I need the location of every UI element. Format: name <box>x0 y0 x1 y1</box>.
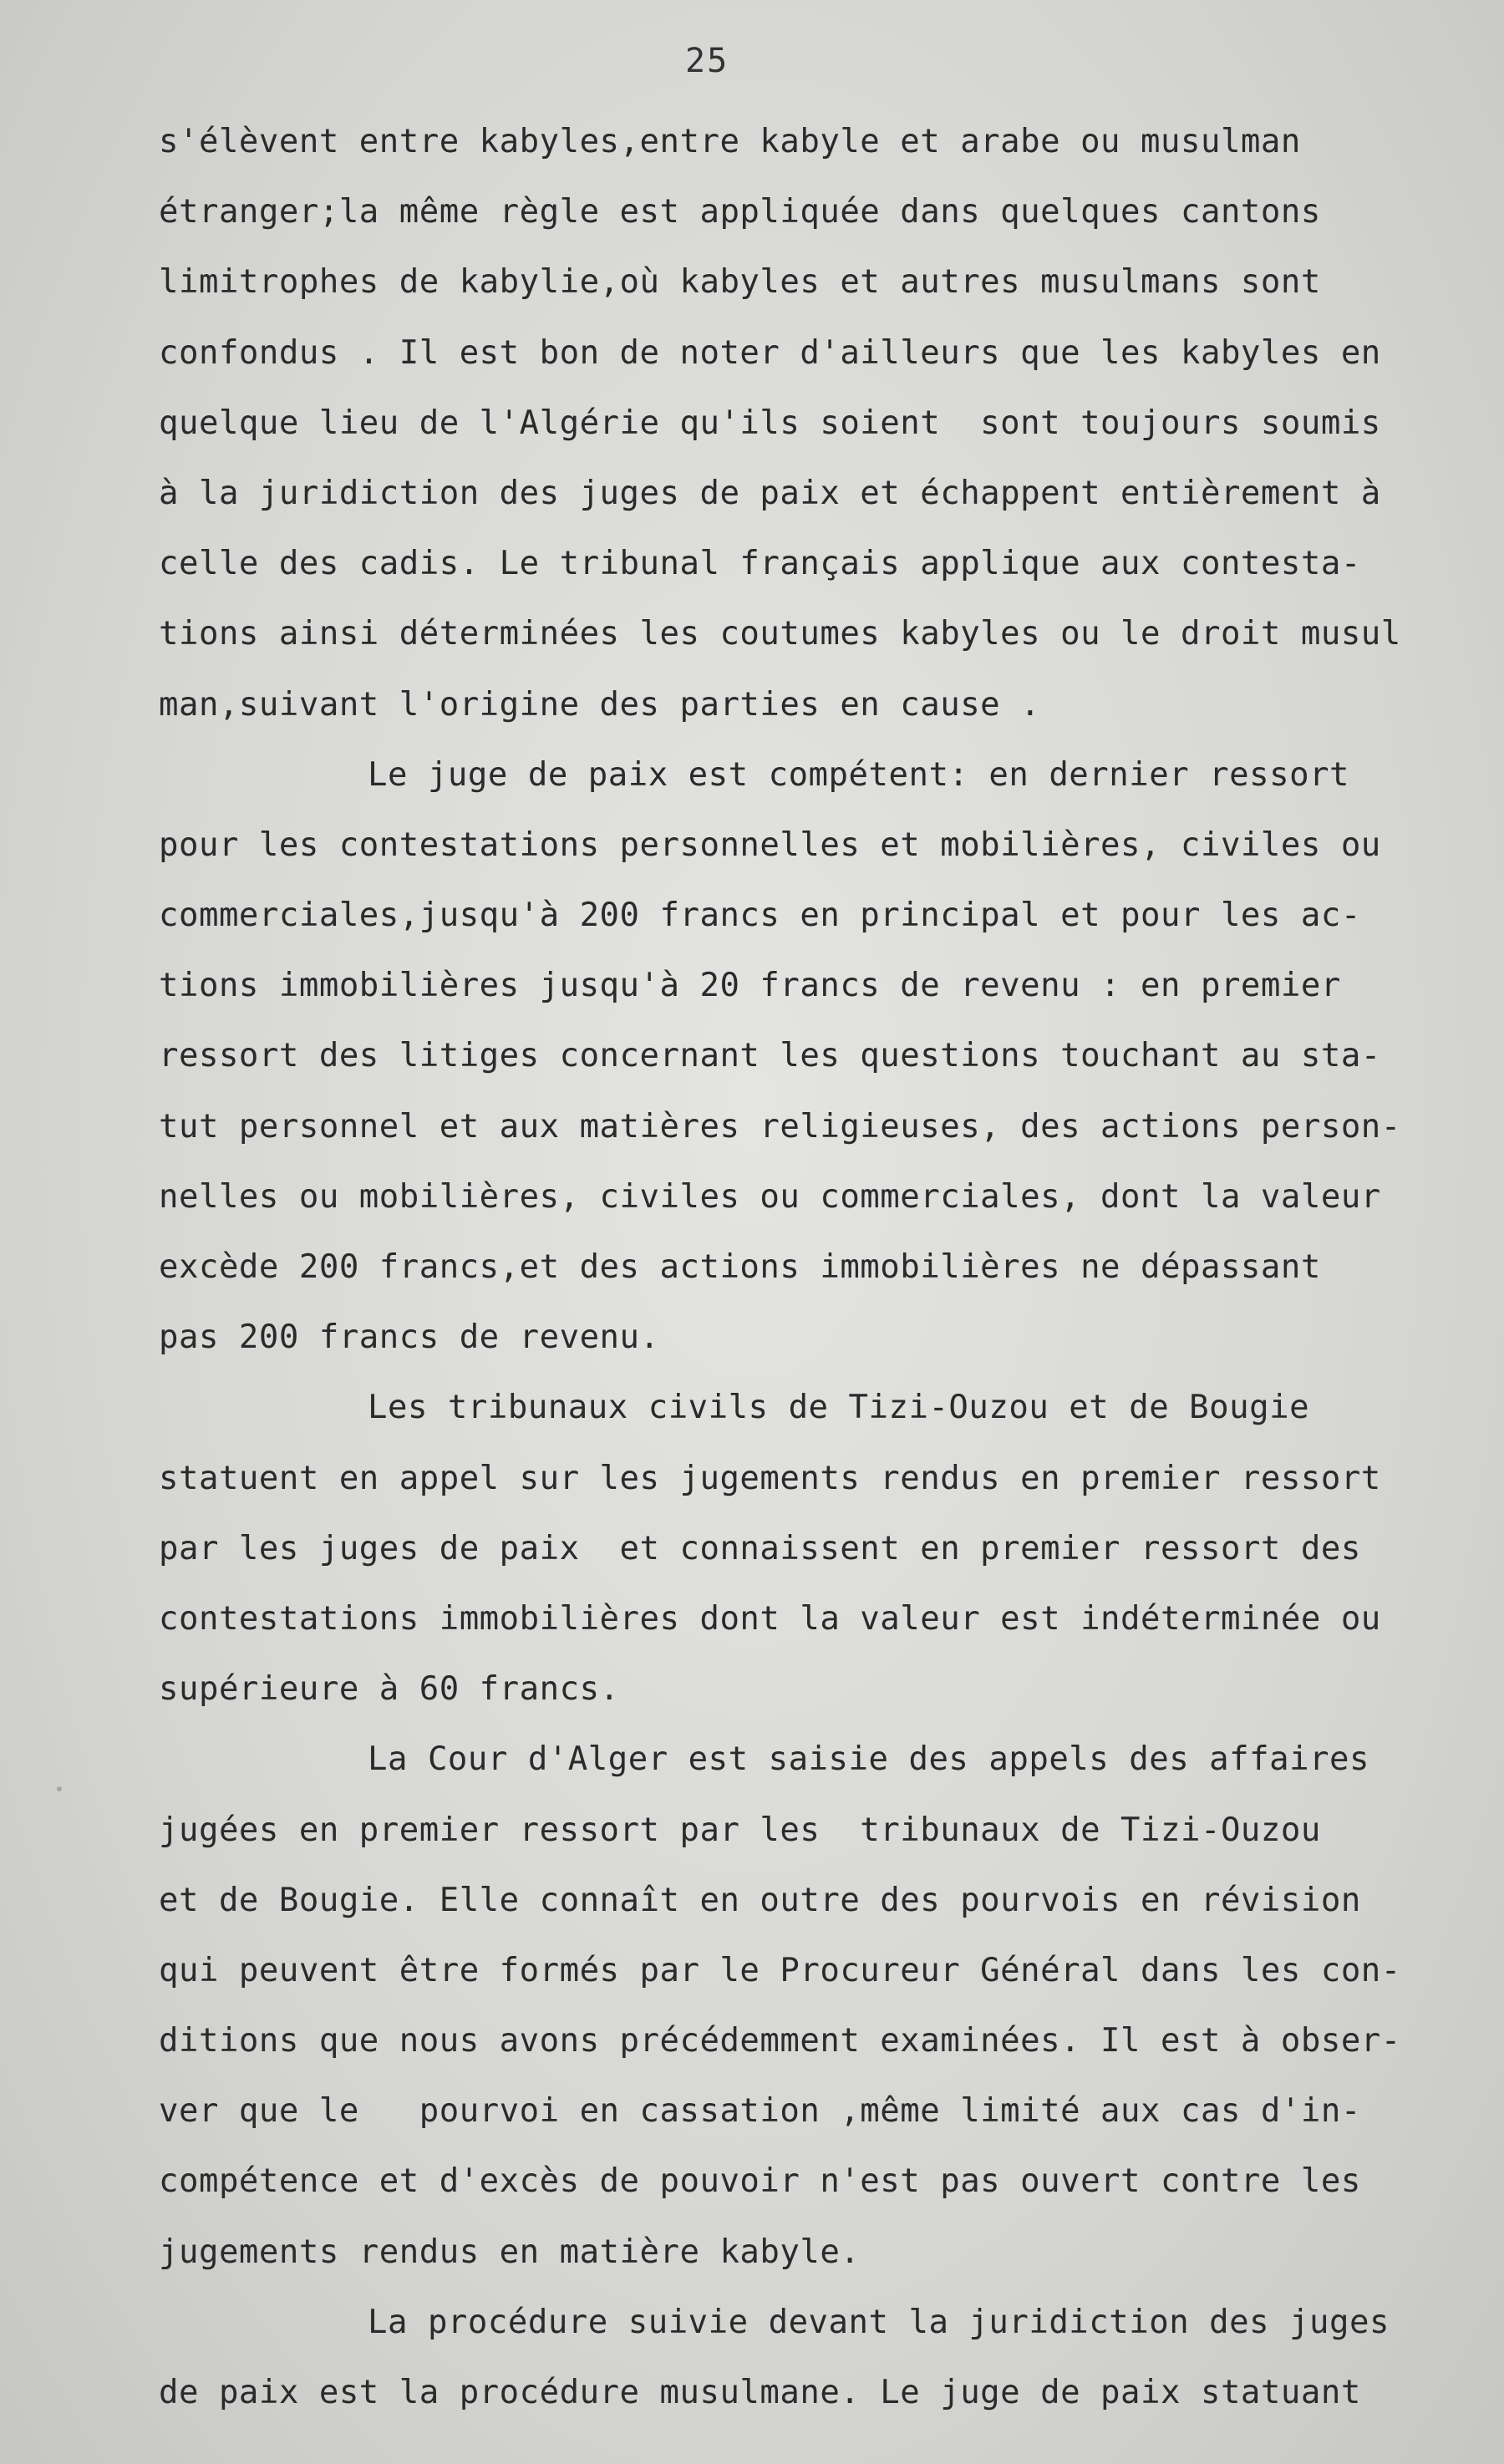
text-line: et de Bougie. Elle connaît en outre des pourvois en révision <box>159 1881 1361 1919</box>
text-line: pour les contestations personnelles et mobilières, civiles ou <box>159 826 1381 864</box>
text-line: tions ainsi déterminées les coutumes kabyles ou le droit musul <box>159 615 1401 653</box>
text-line: pas 200 francs de revenu. <box>159 1318 660 1357</box>
paragraph-start-line: La Cour d'Alger est saisie des appels des affaires <box>368 1740 1369 1779</box>
text-line: limitrophes de kabylie,où kabyles et autres musulmans sont <box>159 263 1321 302</box>
text-line: jugements rendus en matière kabyle. <box>159 2233 861 2271</box>
text-line: par les juges de paix et connaissent en premier ressort des <box>159 1529 1361 1567</box>
page-number: 25 <box>685 42 729 80</box>
text-line: statuent en appel sur les jugements rendus en premier ressort <box>159 1459 1381 1497</box>
text-line: tions immobilières jusqu'à 20 francs de revenu : en premier <box>159 967 1341 1005</box>
text-line: nelles ou mobilières, civiles ou commerciales, dont la valeur <box>159 1177 1381 1216</box>
text-line: tut personnel et aux matières religieuses, des actions person- <box>159 1107 1401 1146</box>
text-line: de paix est la procédure musulmane. Le juge de paix statuant <box>159 2374 1361 2411</box>
paper-smudge <box>57 1786 62 1791</box>
text-line: à la juridiction des juges de paix et échappent entièrement à <box>159 474 1381 512</box>
paragraph-start-line: La procédure suivie devant la juridiction des juges <box>368 2303 1390 2341</box>
paragraph-start-line: Les tribunaux civils de Tizi-Ouzou et de Bougie <box>368 1389 1310 1427</box>
text-line: compétence et d'excès de pouvoir n'est pas ouvert contre les <box>159 2162 1361 2201</box>
text-line: ditions que nous avons précédemment examinées. Il est à obser- <box>159 2022 1401 2060</box>
text-line: contestations immobilières dont la valeur est indéterminée ou <box>159 1599 1381 1638</box>
body-text <box>159 107 1487 2428</box>
text-line: ressort des litiges concernant les questions touchant au sta- <box>159 1037 1381 1075</box>
text-line: supérieure à 60 francs. <box>159 1670 620 1709</box>
text-line: confondus . Il est bon de noter d'ailleurs que les kabyles en <box>159 333 1381 372</box>
text-line: ver que le pourvoi en cassation ,même limité aux cas d'in- <box>159 2092 1361 2131</box>
text-line: étranger;la même règle est appliquée dans quelques cantons <box>159 193 1321 231</box>
text-line: s'élèvent entre kabyles,entre kabyle et arabe ou musulman <box>159 123 1301 160</box>
text-line: celle des cadis. Le tribunal français applique aux contesta- <box>159 545 1361 583</box>
text-line: excède 200 francs,et des actions immobilières ne dépassant <box>159 1248 1321 1286</box>
text-line: qui peuvent être formés par le Procureur Général dans les con- <box>159 1951 1401 1989</box>
text-line: commerciales,jusqu'à 200 francs en principal et pour les ac- <box>159 897 1361 935</box>
text-line: quelque lieu de l'Algérie qu'ils soient sont toujours soumis <box>159 404 1381 442</box>
text-line: man,suivant l'origine des parties en cause . <box>159 685 1041 724</box>
text-line: jugées en premier ressort par les tribunaux de Tizi-Ouzou <box>159 1811 1321 1849</box>
paragraph-start-line: Le juge de paix est compétent: en dernier ressort <box>368 755 1350 794</box>
